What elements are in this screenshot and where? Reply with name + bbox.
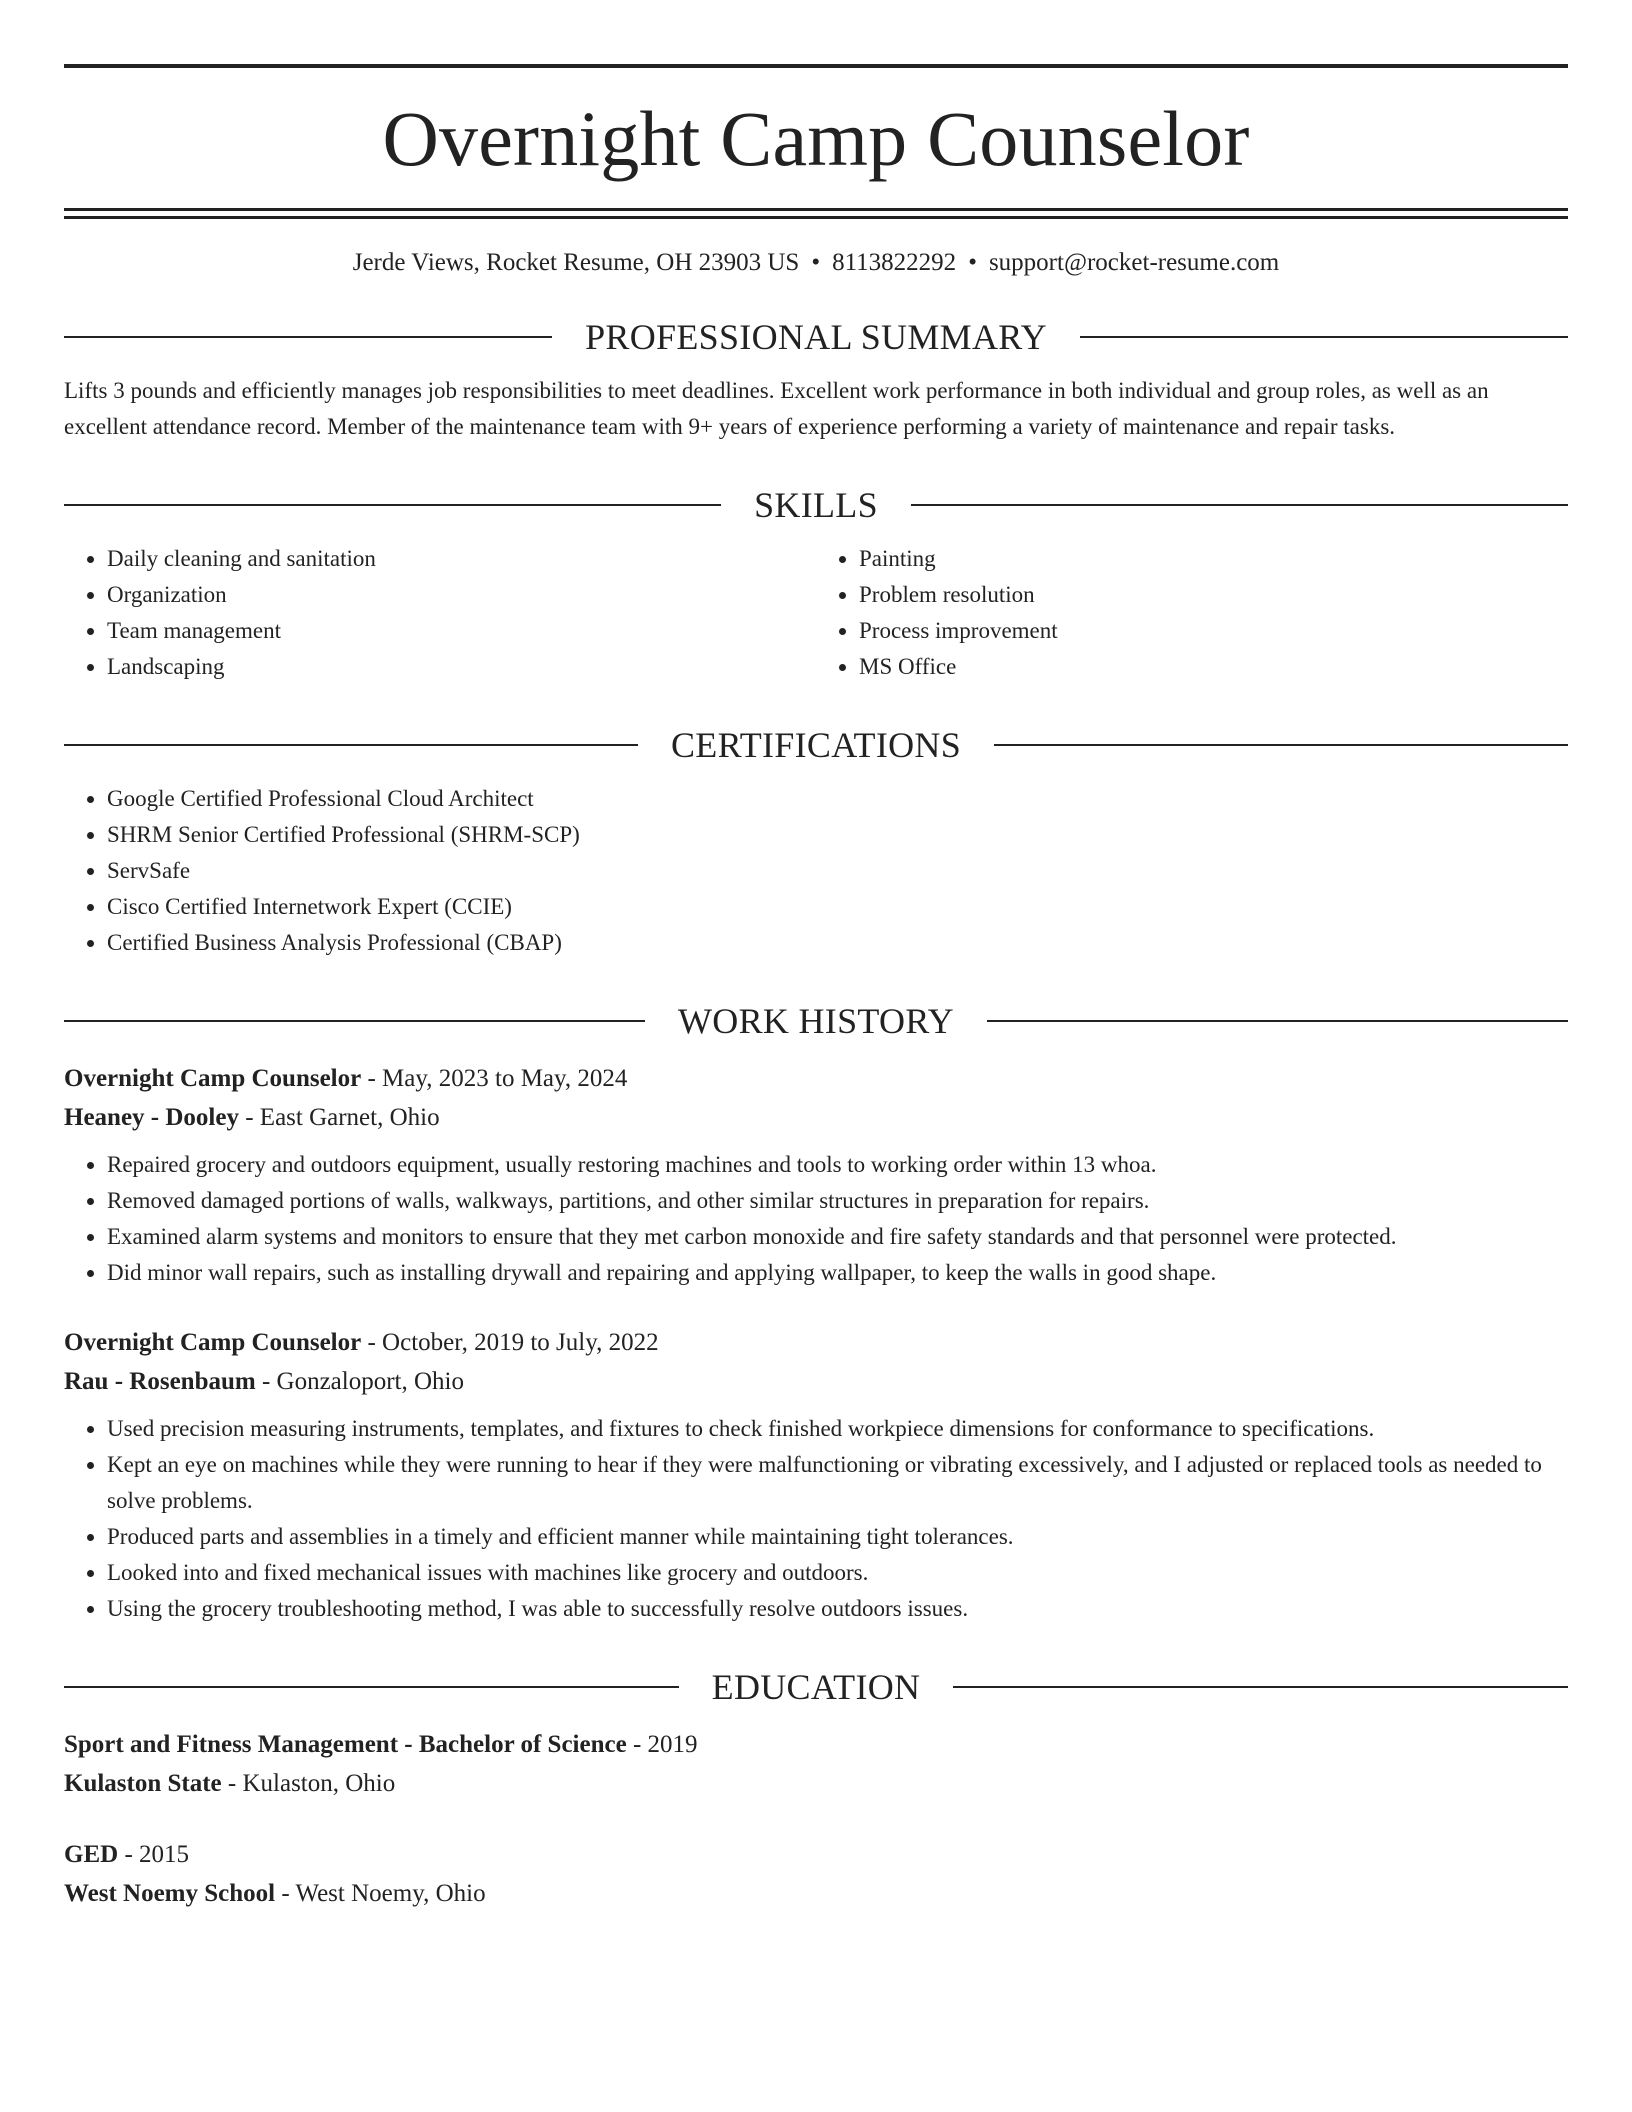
certification-item: • Cisco Certified Internetwork Expert (CCIE)	[107, 889, 1568, 925]
education-entry	[64, 1725, 1568, 1803]
skill-item: • Organization	[107, 577, 816, 613]
skills-section-heading	[64, 483, 1568, 527]
heading-rule-right	[1080, 336, 1568, 338]
education-school-line	[64, 1874, 1568, 1913]
contact-phone: 8113822292	[832, 249, 957, 276]
work-history-heading-label: WORK HISTORY	[678, 1001, 954, 1041]
job-duty-item: • Using the grocery troubleshooting method, I was able to successfully resolve outdoors issues.	[107, 1591, 1568, 1627]
education-heading-label: EDUCATION	[711, 1667, 921, 1707]
job-title-line	[64, 1323, 1568, 1362]
education-degree: Sport and Fitness Management - Bachelor of Science	[64, 1731, 627, 1758]
job-company: Rau - Rosenbaum	[64, 1368, 256, 1395]
skill-item: • Problem resolution	[859, 577, 1568, 613]
contact-line	[64, 249, 1568, 277]
heading-rule-right	[953, 1686, 1568, 1688]
job-duty-item: • Produced parts and assemblies in a timely and efficient manner while maintaining tight tolerances.	[107, 1519, 1568, 1555]
skill-item: • Painting	[859, 541, 1568, 577]
summary-section-heading	[64, 315, 1568, 359]
skill-item: • Daily cleaning and sanitation	[107, 541, 816, 577]
certification-item: • SHRM Senior Certified Professional (SHRM-SCP)	[107, 817, 1568, 853]
job-company-line	[64, 1098, 1568, 1137]
education-section-heading	[64, 1665, 1568, 1709]
certification-item: • Certified Business Analysis Professional (CBAP)	[107, 925, 1568, 961]
heading-rule-left	[64, 744, 638, 746]
education-school-line	[64, 1764, 1568, 1803]
job-duty-item: • Kept an eye on machines while they were running to hear if they were malfunctioning or vibrating excessively, and I adjusted or replaced tools as needed to solve problems.	[107, 1447, 1568, 1519]
work-history-section-heading	[64, 999, 1568, 1043]
contact-address: Jerde Views, Rocket Resume, OH 23903 US	[352, 249, 800, 276]
job-title: Overnight Camp Counselor	[64, 1065, 362, 1092]
skill-item: • Process improvement	[859, 613, 1568, 649]
job-duty-item: • Removed damaged portions of walls, walkways, partitions, and other similar structures in preparation for repairs.	[107, 1183, 1568, 1219]
job-company: Heaney - Dooley	[64, 1104, 239, 1131]
skill-item: • MS Office	[859, 649, 1568, 685]
job-title: Overnight Camp Counselor	[64, 1329, 362, 1356]
heading-rule-right	[911, 504, 1568, 506]
job-entry	[64, 1059, 1568, 1291]
skills-column-right	[816, 541, 1568, 685]
skill-item: • Landscaping	[107, 649, 816, 685]
resume-title: Overnight Camp Counselor	[382, 95, 1250, 182]
title-double-rule	[64, 208, 1568, 219]
skills-heading-label: SKILLS	[754, 485, 878, 525]
heading-rule-left	[64, 504, 721, 506]
education-degree-line	[64, 1835, 1568, 1874]
certification-item: • ServSafe	[107, 853, 1568, 889]
contact-separator: •	[811, 249, 821, 276]
job-duties	[64, 1147, 1568, 1291]
heading-rule-right	[994, 744, 1568, 746]
certifications-section-heading	[64, 723, 1568, 767]
job-duty-item: • Looked into and fixed mechanical issues with machines like grocery and outdoors.	[107, 1555, 1568, 1591]
job-location: - Gonzaloport, Ohio	[255, 1368, 464, 1395]
certification-item: • Google Certified Professional Cloud Architect	[107, 781, 1568, 817]
skills-column-left	[64, 541, 816, 685]
skill-item: • Team management	[107, 613, 816, 649]
summary-text: Lifts 3 pounds and efficiently manages job responsibilities to meet deadlines. Excellent work performance in both individual and group roles, as well as an excellent attendance record. Member of the maintenance team with 9+ years of experience performing a variety of maintenance and repair tasks.	[64, 378, 1489, 439]
contact-separator: •	[968, 249, 977, 276]
job-dates: - May, 2023 to May, 2024	[361, 1065, 628, 1092]
job-duty-item: • Did minor wall repairs, such as installing drywall and repairing and applying wallpaper, to keep the walls in good shape.	[107, 1255, 1568, 1291]
education-location: - Kulaston, Ohio	[221, 1770, 396, 1797]
job-entry	[64, 1323, 1568, 1627]
summary-heading-label: PROFESSIONAL SUMMARY	[585, 317, 1047, 357]
job-dates: - October, 2019 to July, 2022	[361, 1329, 659, 1356]
skills-grid	[64, 541, 1568, 685]
certifications-heading-label: CERTIFICATIONS	[670, 725, 962, 765]
heading-rule-right	[987, 1020, 1568, 1022]
education-school: West Noemy School	[64, 1880, 276, 1907]
certifications-list	[64, 781, 1568, 961]
education-school: Kulaston State	[64, 1770, 222, 1797]
heading-rule-left	[64, 336, 552, 338]
education-year: - 2015	[118, 1841, 190, 1868]
job-location: - East Garnet, Ohio	[238, 1104, 440, 1131]
job-title-line	[64, 1059, 1568, 1098]
education-year: - 2019	[626, 1731, 698, 1758]
heading-rule-left	[64, 1686, 679, 1688]
education-degree: GED	[64, 1841, 119, 1868]
job-duties	[64, 1411, 1568, 1627]
job-duty-item: • Repaired grocery and outdoors equipment, usually restoring machines and tools to working order within 13 whoa.	[107, 1147, 1568, 1183]
education-entry	[64, 1835, 1568, 1913]
job-duty-item: • Examined alarm systems and monitors to ensure that they met carbon monoxide and fire safety standards and that personnel were protected.	[107, 1219, 1568, 1255]
contact-email: support@rocket-resume.com	[988, 249, 1280, 276]
job-company-line	[64, 1362, 1568, 1401]
education-degree-line	[64, 1725, 1568, 1764]
heading-rule-left	[64, 1020, 645, 1022]
education-location: - West Noemy, Ohio	[275, 1880, 486, 1907]
job-duty-item: • Used precision measuring instruments, templates, and fixtures to check finished workpiece dimensions for conformance to specifications.	[107, 1411, 1568, 1447]
